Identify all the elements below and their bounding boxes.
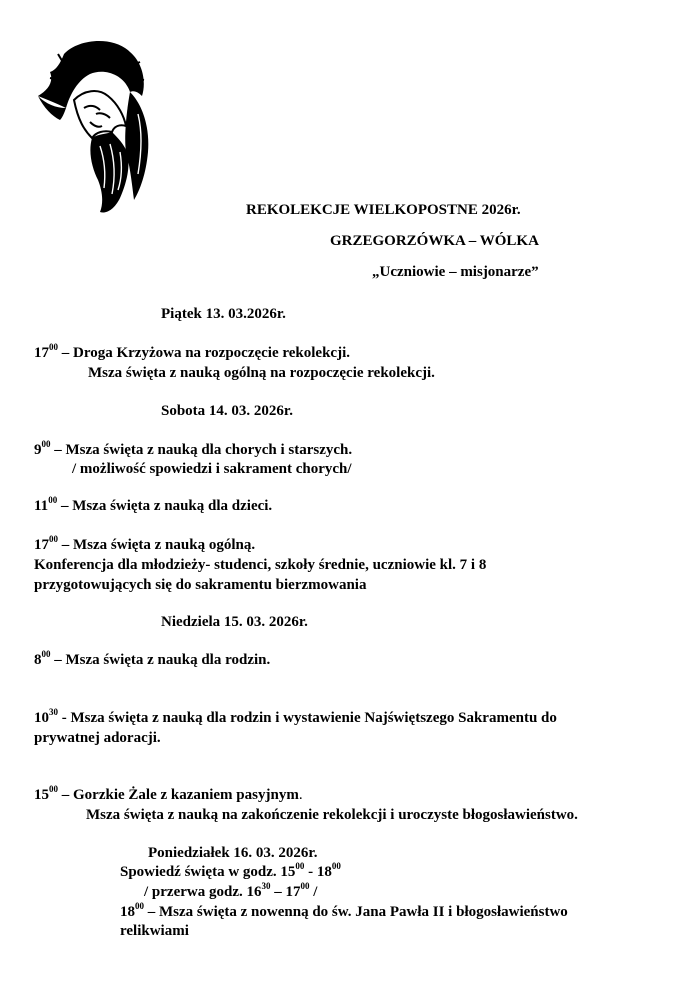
schedule-line: Spowiedź święta w godz. $15^{00} - 18^{00}$ <box>120 861 341 880</box>
day-heading-sunday: Niedziela 15. 03. 2026r. <box>161 614 308 630</box>
page-title: REKOLEKCJE WIELKOPOSTNE 2026r. <box>246 202 521 218</box>
schedule-line: $9^{00}$ – Msza święta z nauką dla chorych i starszych. <box>34 439 353 458</box>
schedule-line: $11^{00}$ – Msza święta z nauką dla dzieci. <box>34 495 273 514</box>
day-heading-friday: Piątek 13. 03.2026r. <box>161 306 286 322</box>
schedule-line: Msza święta z nauką ogólną na rozpoczęcie rekolekcji. <box>88 365 435 381</box>
schedule-line: $17^{00}$ – Droga Krzyżowa na rozpoczęcie rekolekcji. <box>34 342 351 361</box>
schedule-line: $8^{00}$ – Msza święta z nauką dla rodzin. <box>34 649 271 668</box>
schedule-line: prywatnej adoracji. <box>34 730 161 746</box>
schedule-line: $10^{30}$ - Msza święta z nauką dla rodzin i wystawienie Najświętszego Sakramentu do <box>34 707 557 726</box>
day-heading-monday: Poniedziałek 16. 03. 2026r. <box>148 845 318 861</box>
schedule-line: Konferencja dla młodzieży- studenci, szkoły średnie, uczniowie kl. 7 i 8 <box>34 557 487 573</box>
schedule-line: przygotowujących się do sakramentu bierzmowania <box>34 577 367 593</box>
schedule-line: Msza święta z nauką na zakończenie rekolekcji i uroczyste błogosławieństwo. <box>86 807 578 823</box>
day-heading-saturday: Sobota 14. 03. 2026r. <box>161 403 293 419</box>
christ-thorn-crown-icon <box>34 34 156 216</box>
schedule-line: / możliwość spowiedzi i sakrament chorych/ <box>72 461 352 477</box>
schedule-line: relikwiami <box>120 923 189 939</box>
motto: „Uczniowie – misjonarze” <box>372 264 539 280</box>
parish-name: GRZEGORZÓWKA – WÓLKA <box>330 233 539 249</box>
schedule-line: $18^{00}$ – Msza święta z nowenną do św. Jana Pawła II i błogosławieństwo <box>120 901 568 920</box>
schedule-line: $17^{00}$ – Msza święta z nauką ogólną. <box>34 534 256 553</box>
schedule-line: / przerwa godz. $16^{30} - 17^{00}$ / <box>144 881 318 900</box>
schedule-line: $15^{00}$ – Gorzkie Żale z kazaniem pasyjnym. <box>34 784 303 803</box>
